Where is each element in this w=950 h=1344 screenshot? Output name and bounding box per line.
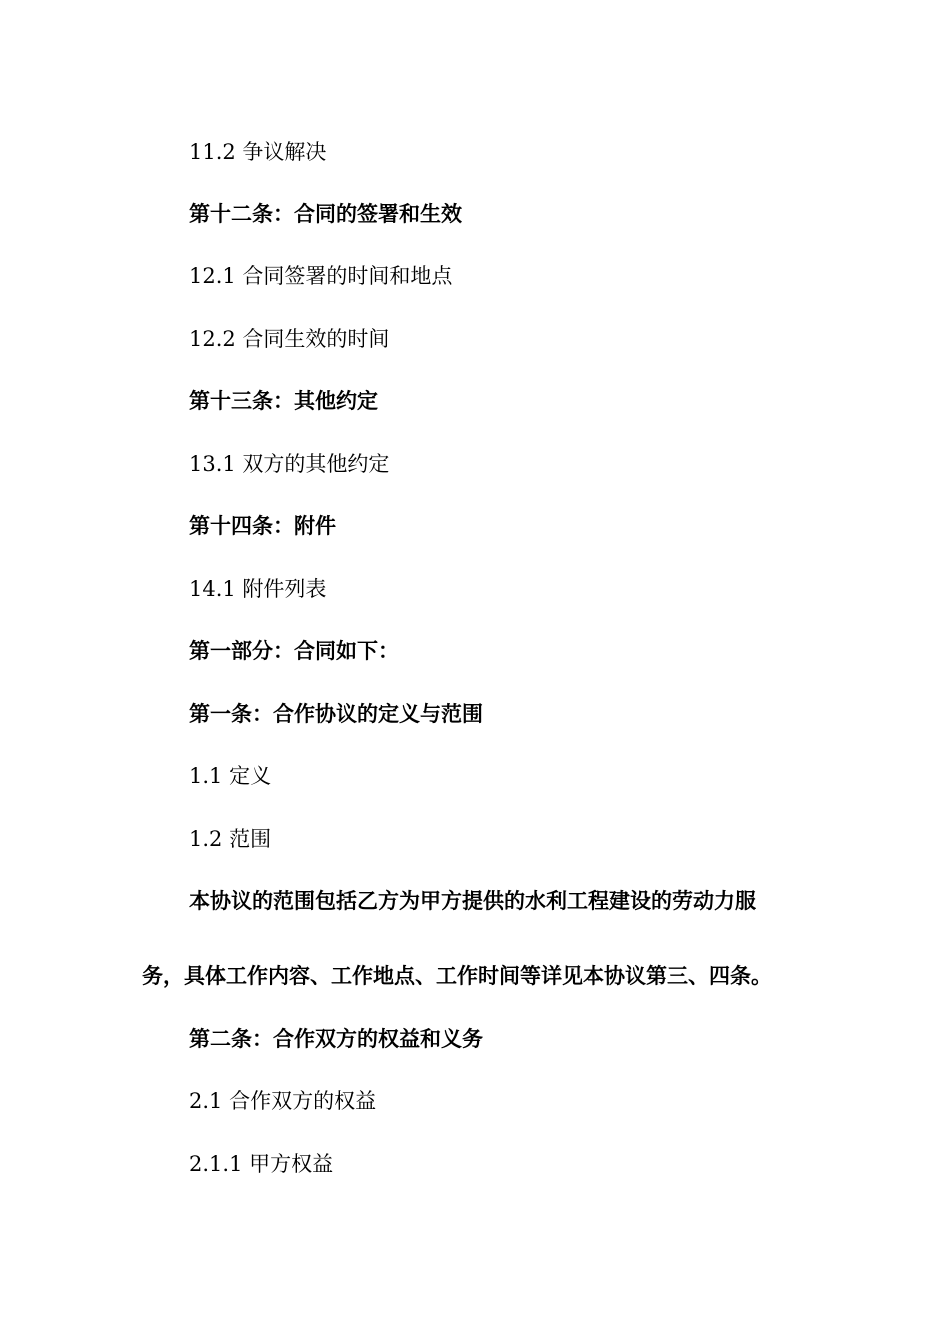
section-12-2: 12.2 合同生效的时间	[189, 327, 390, 351]
section-2-1: 2.1 合作双方的权益	[189, 1089, 377, 1113]
section-13-1: 13.1 双方的其他约定	[189, 452, 390, 476]
section-1-2: 1.2 范围	[189, 827, 272, 851]
article-13-heading: 第十三条：其他约定	[189, 388, 378, 413]
article-2-heading: 第二条：合作双方的权益和义务	[189, 1026, 483, 1051]
article-1-heading: 第一条：合作协议的定义与范围	[189, 701, 483, 726]
scope-paragraph-line-1: 本协议的范围包括乙方为甲方提供的水利工程建设的劳动力服	[189, 888, 756, 913]
section-12-1: 12.1 合同签署的时间和地点	[189, 264, 453, 288]
scope-paragraph-line-2: 务，具体工作内容、工作地点、工作时间等详见本协议第三、四条。	[142, 963, 772, 988]
section-14-1: 14.1 附件列表	[189, 577, 327, 601]
section-2-1-1: 2.1.1 甲方权益	[189, 1152, 334, 1176]
part-1-heading: 第一部分：合同如下：	[189, 638, 399, 663]
article-12-heading: 第十二条：合同的签署和生效	[189, 201, 462, 226]
section-11-2: 11.2 争议解决	[189, 140, 327, 164]
article-14-heading: 第十四条：附件	[189, 513, 336, 538]
section-1-1: 1.1 定义	[189, 764, 272, 788]
